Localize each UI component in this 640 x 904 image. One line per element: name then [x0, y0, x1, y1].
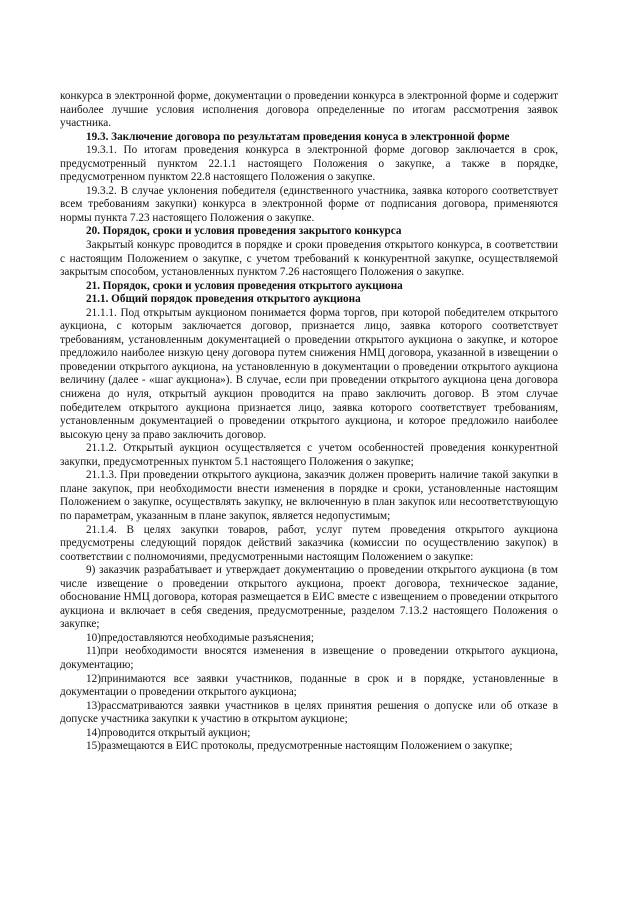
paragraph: 21.1.1. Под открытым аукционом понимается форма торгов, при которой победителем открытого аукциона, с которым заключается договор, признается лицо, заявка которого соответствует требованиям, установленным документацией о проведении открытого аукциона о закупке, и которое предложило наиболее низкую цену договора путем снижения НМЦ договора, указанной в извещении о проведении открытого аукциона, на установленную в документации о проведении открытого аукциона величину (далее - «шаг аукциона»). В случае, если при проведении открытого аукциона цена договора снижена до нуля, открытый аукцион проводится на право заключить договор. В этом случае победителем открытого аукциона признается лицо, заявка которого соответствует требованиям, установленным документацией о проведении открытого аукциона, и которое предложило наиболее высокую цену за право заключить договор.	[60, 306, 558, 441]
list-item: 11)при необходимости вносятся изменения в извещение о проведении открытого аукциона, документацию;	[60, 645, 558, 671]
list-item: 14)проводится открытый аукцион;	[86, 726, 251, 739]
paragraph: 21.1.3. При проведении открытого аукциона, заказчик должен проверить наличие такой закупки в плане закупок, при необходимости внести изменения в порядке и сроки, установленные настоящим Положением о закупке, осуществлять закупку, не включенную в план закупок или несоответствующую по параметрам, указанным в плане закупок, является недопустимым;	[60, 469, 558, 522]
list-item: 12)принимаются все заявки участников, поданные в срок и в порядке, установленные в документации о проведении открытого аукциона;	[60, 672, 558, 699]
list-item: 13)рассматриваются заявки участников в целях принятия решения о допуске или об отказе в допуске участника закупки к участию в открытом аукционе;	[60, 699, 558, 726]
paragraph: 21.1.4. В целях закупки товаров, работ, услуг путем проведения открытого аукциона предусмотрены следующий порядок действий заказчика (комиссии по осуществлению закупок) в соответствии с полномочиями, предусмотренными настоящим Положением о закупке:	[60, 523, 558, 563]
list-item: 9) заказчик разрабатывает и утверждает документацию о проведении открытого аукциона (в том числе извещение о проведении открытого аукциона, проект договора, техническое задание, обоснование НМЦ договора, которая размещается в ЕИС вместе с извещением о проведении открытого аукциона и включает в себя сведения, предусмотренные, разделом 7.13.2 настоящего Положения о закупке;	[60, 564, 558, 631]
list-item: 10)предоставляются необходимые разъяснения;	[86, 631, 314, 644]
section-heading-21-1: 21.1. Общий порядок проведения открытого аукциона	[86, 293, 361, 306]
section-heading-19-3: 19.3. Заключение договора по результатам проведения конуса в электронной форме	[86, 130, 510, 143]
paragraph: конкурса в электронной форме, документации о проведении конкурса в электронной форме и содержит наиболее лучшие условия исполнения договора определенные по итогам рассмотрения заявок участника.	[60, 90, 558, 130]
section-heading-21: 21. Порядок, сроки и условия проведения открытого аукциона	[86, 279, 403, 292]
paragraph: Закрытый конкурс проводится в порядке и сроки проведения открытого конкурса, в соответствии с настоящим Положением о закупке, с учетом требований к конкурентной закупке, осуществляемой закрытым способом, установленных пунктом 7.26 настоящего Положения о закупке.	[60, 239, 558, 279]
section-heading-20: 20. Порядок, сроки и условия проведения закрытого конкурса	[86, 225, 402, 238]
paragraph: 19.3.2. В случае уклонения победителя (единственного участника, заявка которого соответствует всем требованиям закупки) конкурса в электронной форме от подписания договора, применяются нормы пункта 7.23 настоящего Положения о закупке.	[60, 184, 558, 224]
paragraph: 19.3.1. По итогам проведения конкурса в электронной форме договор заключается в срок, предусмотренный пунктом 22.1.1 настоящего Положения о закупке, а также в порядке, предусмотренном пунктом 22.8 настоящего Положения о закупке.	[60, 144, 558, 184]
document-page	[60, 90, 558, 754]
paragraph: 21.1.2. Открытый аукцион осуществляется с учетом особенностей проведения конкурентной закупки, предусмотренных пунктом 5.1 настоящего Положения о закупке;	[60, 442, 558, 468]
list-item: 15)размещаются в ЕИС протоколы, предусмотренные настоящим Положением о закупке;	[86, 740, 513, 753]
